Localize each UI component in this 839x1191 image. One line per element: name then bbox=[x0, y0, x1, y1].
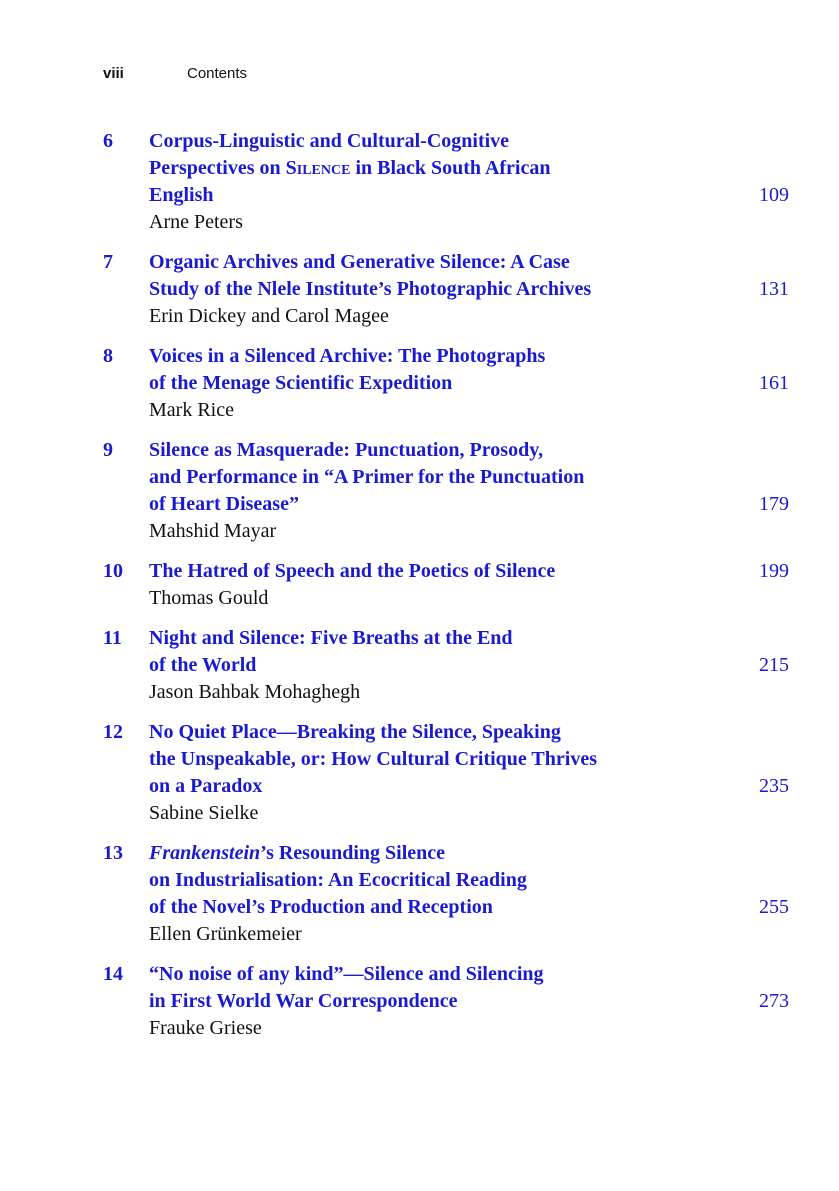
chapter-author: Mark Rice bbox=[149, 399, 234, 421]
title-line: Voices in a Silenced Archive: The Photographs bbox=[149, 345, 546, 367]
chapter-title[interactable] bbox=[149, 343, 789, 397]
chapter-author: Thomas Gould bbox=[149, 587, 269, 609]
toc-entry[interactable] bbox=[103, 558, 789, 611]
title-line: “No noise of any kind”—Silence and Silencing bbox=[149, 963, 544, 985]
title-line bbox=[149, 988, 789, 1015]
title-line: the Unspeakable, or: How Cultural Critique Thrives bbox=[149, 748, 597, 770]
chapter-number: 14 bbox=[103, 963, 123, 985]
chapter-title[interactable] bbox=[149, 625, 789, 679]
title-line bbox=[149, 491, 789, 518]
title-fragment: Study of the Nlele Institute’s Photographic Archives bbox=[149, 278, 592, 300]
page-number: 161 bbox=[759, 372, 789, 394]
chapter-number: 9 bbox=[103, 439, 113, 461]
title-line: Organic Archives and Generative Silence: A Case bbox=[149, 251, 570, 273]
chapter-title[interactable] bbox=[149, 558, 789, 585]
title-fragment: of the World bbox=[149, 654, 257, 676]
title-line: on Industrialisation: An Ecocritical Reading bbox=[149, 869, 527, 891]
page-number: 215 bbox=[759, 654, 789, 676]
italic-title: Frankenstein bbox=[149, 842, 261, 864]
toc-entry[interactable] bbox=[103, 961, 789, 1041]
chapter-title[interactable] bbox=[149, 840, 789, 921]
running-head bbox=[103, 65, 247, 82]
title-fragment: of the Novel’s Production and Reception bbox=[149, 896, 493, 918]
title-fragment: of the Menage Scientific Expedition bbox=[149, 372, 453, 394]
title-line: Silence as Masquerade: Punctuation, Prosody, bbox=[149, 439, 544, 461]
chapter-title[interactable] bbox=[149, 249, 789, 303]
chapter-author: Arne Peters bbox=[149, 211, 243, 233]
page-number: 235 bbox=[759, 775, 789, 797]
chapter-number: 11 bbox=[103, 627, 122, 649]
toc-entry[interactable] bbox=[103, 437, 789, 544]
toc-entry[interactable] bbox=[103, 840, 789, 947]
title-line bbox=[149, 840, 743, 867]
title-fragment: on a Paradox bbox=[149, 775, 263, 797]
title-line bbox=[149, 773, 789, 800]
title-fragment: of Heart Disease” bbox=[149, 493, 299, 515]
page-folio: viii bbox=[103, 65, 124, 82]
chapter-title[interactable] bbox=[149, 128, 789, 209]
title-line bbox=[149, 182, 789, 209]
title-fragment: in First World War Correspondence bbox=[149, 990, 458, 1012]
toc-entry[interactable] bbox=[103, 128, 789, 235]
title-line bbox=[149, 558, 789, 585]
chapter-number: 12 bbox=[103, 721, 123, 743]
chapter-author: Ellen Grünkemeier bbox=[149, 923, 302, 945]
title-fragment: The Hatred of Speech and the Poetics of Silence bbox=[149, 560, 556, 582]
title-fragment: in Black South African bbox=[350, 157, 551, 179]
table-of-contents bbox=[103, 128, 789, 1055]
chapter-number: 6 bbox=[103, 130, 113, 152]
title-line: No Quiet Place—Breaking the Silence, Speaking bbox=[149, 721, 561, 743]
title-line bbox=[149, 370, 789, 397]
page-number: 199 bbox=[759, 560, 789, 582]
chapter-author: Sabine Sielke bbox=[149, 802, 259, 824]
chapter-author: Mahshid Mayar bbox=[149, 520, 277, 542]
chapter-author: Erin Dickey and Carol Magee bbox=[149, 305, 389, 327]
page-number: 273 bbox=[759, 990, 789, 1012]
page-number: 255 bbox=[759, 896, 789, 918]
chapter-title[interactable] bbox=[149, 437, 789, 518]
title-line: Night and Silence: Five Breaths at the End bbox=[149, 627, 513, 649]
toc-entry[interactable] bbox=[103, 719, 789, 826]
title-line: and Performance in “A Primer for the Punctuation bbox=[149, 466, 585, 488]
chapter-number: 10 bbox=[103, 560, 123, 582]
page-number: 131 bbox=[759, 278, 789, 300]
small-caps-term: Silence bbox=[285, 157, 351, 179]
running-title: Contents bbox=[187, 65, 248, 82]
title-line bbox=[149, 894, 789, 921]
title-line bbox=[149, 652, 789, 679]
title-fragment: English bbox=[149, 184, 214, 206]
chapter-number: 7 bbox=[103, 251, 113, 273]
toc-entry[interactable] bbox=[103, 249, 789, 329]
chapter-title[interactable] bbox=[149, 719, 789, 800]
title-fragment: ’s Resounding Silence bbox=[260, 842, 445, 864]
page-number: 179 bbox=[759, 493, 789, 515]
chapter-number: 13 bbox=[103, 842, 123, 864]
chapter-title[interactable] bbox=[149, 961, 789, 1015]
title-line: Corpus-Linguistic and Cultural-Cognitive bbox=[149, 130, 510, 152]
page-number: 109 bbox=[759, 184, 789, 206]
title-line bbox=[149, 276, 789, 303]
title-fragment: Perspectives on bbox=[149, 157, 286, 179]
toc-entry[interactable] bbox=[103, 343, 789, 423]
chapter-number: 8 bbox=[103, 345, 113, 367]
toc-entry[interactable] bbox=[103, 625, 789, 705]
chapter-author: Jason Bahbak Mohaghegh bbox=[149, 681, 361, 703]
chapter-author: Frauke Griese bbox=[149, 1017, 262, 1039]
title-line bbox=[149, 155, 743, 182]
